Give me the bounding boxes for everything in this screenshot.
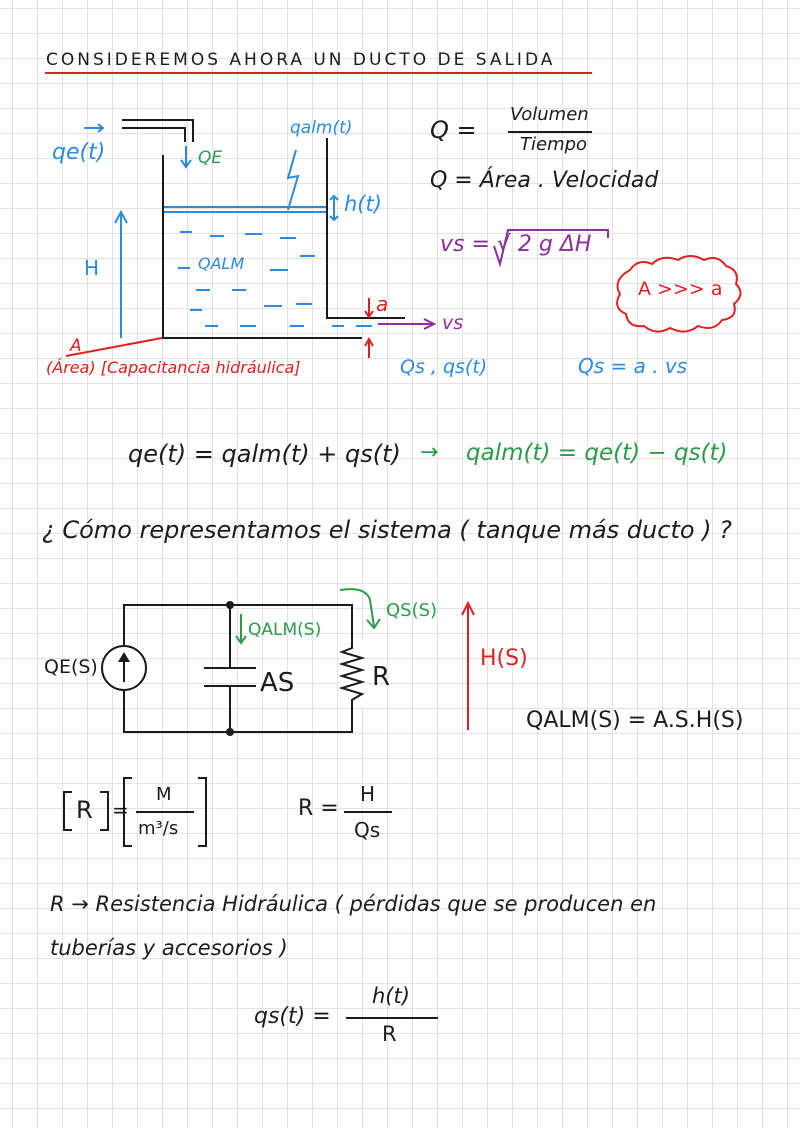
page-title: CONSIDEREMOS AHORA UN DUCTO DE SALIDA bbox=[46, 50, 556, 70]
r-eq-den: Qs bbox=[354, 818, 381, 842]
Qalm-label: QALM bbox=[198, 254, 245, 273]
q-def-den: Tiempo bbox=[520, 134, 588, 155]
final-eq-lhs: qs(t) = bbox=[254, 1004, 331, 1029]
QE-label: QE bbox=[198, 148, 223, 168]
qalm-s-label: QALM(S) bbox=[248, 620, 322, 640]
H-label: H bbox=[84, 256, 100, 280]
vs-formula: vs = √ 2 g ΔH bbox=[440, 232, 592, 257]
units-num: M bbox=[156, 784, 172, 805]
a-label: a bbox=[376, 292, 389, 316]
q-area-formula: Q = Área . Velocidad bbox=[430, 168, 659, 193]
hs-label: H(S) bbox=[480, 646, 528, 671]
capacitance-label: AS bbox=[260, 668, 295, 698]
qalm-label: qalm(t) bbox=[290, 118, 353, 138]
balance-lhs: qe(t) = qalm(t) + qs(t) bbox=[128, 440, 401, 468]
final-eq-den: R bbox=[382, 1022, 397, 1046]
r-eq-num: H bbox=[360, 782, 376, 806]
a-compare: A >>> a bbox=[638, 278, 723, 300]
water-dashes bbox=[178, 232, 372, 326]
A-label: A bbox=[70, 336, 82, 356]
Qs-qs-label: Qs , qs(t) bbox=[400, 356, 488, 378]
note-line-2: tuberías y accesorios ) bbox=[50, 936, 288, 960]
qalm-pointer bbox=[288, 150, 298, 210]
balance-rhs: qalm(t) = qe(t) − qs(t) bbox=[466, 440, 728, 466]
r-eq-lhs: R = bbox=[298, 796, 339, 821]
final-eq-num: h(t) bbox=[372, 984, 410, 1008]
units-R: R bbox=[76, 796, 93, 824]
qs-s-label: QS(S) bbox=[386, 600, 438, 621]
q-def-num: Volumen bbox=[510, 104, 589, 125]
h-label: h(t) bbox=[344, 192, 382, 216]
units-den: m³/s bbox=[138, 818, 179, 839]
resistance-label: R bbox=[372, 662, 391, 692]
source-label: QE(S) bbox=[44, 656, 98, 678]
qalm-s-equation: QALM(S) = A.S.H(S) bbox=[526, 708, 744, 733]
units-equals: = bbox=[112, 798, 129, 822]
balance-arrow: → bbox=[420, 440, 439, 465]
qe-label: qe(t) bbox=[52, 140, 106, 165]
question-text: ¿ Cómo representamos el sistema ( tanque más ducto ) ? bbox=[42, 516, 732, 544]
tank-right-wall bbox=[327, 138, 405, 318]
vs-label: vs bbox=[442, 312, 464, 334]
note-line-1: R → Resistencia Hidráulica ( pérdidas que se producen en bbox=[50, 892, 657, 916]
area-note: (Área) [Capacitancia hidráulica] bbox=[46, 358, 301, 377]
q-def-lhs: Q = bbox=[430, 116, 477, 144]
inlet-pipe bbox=[122, 120, 193, 142]
qs-formula: Qs = a . vs bbox=[578, 354, 688, 378]
